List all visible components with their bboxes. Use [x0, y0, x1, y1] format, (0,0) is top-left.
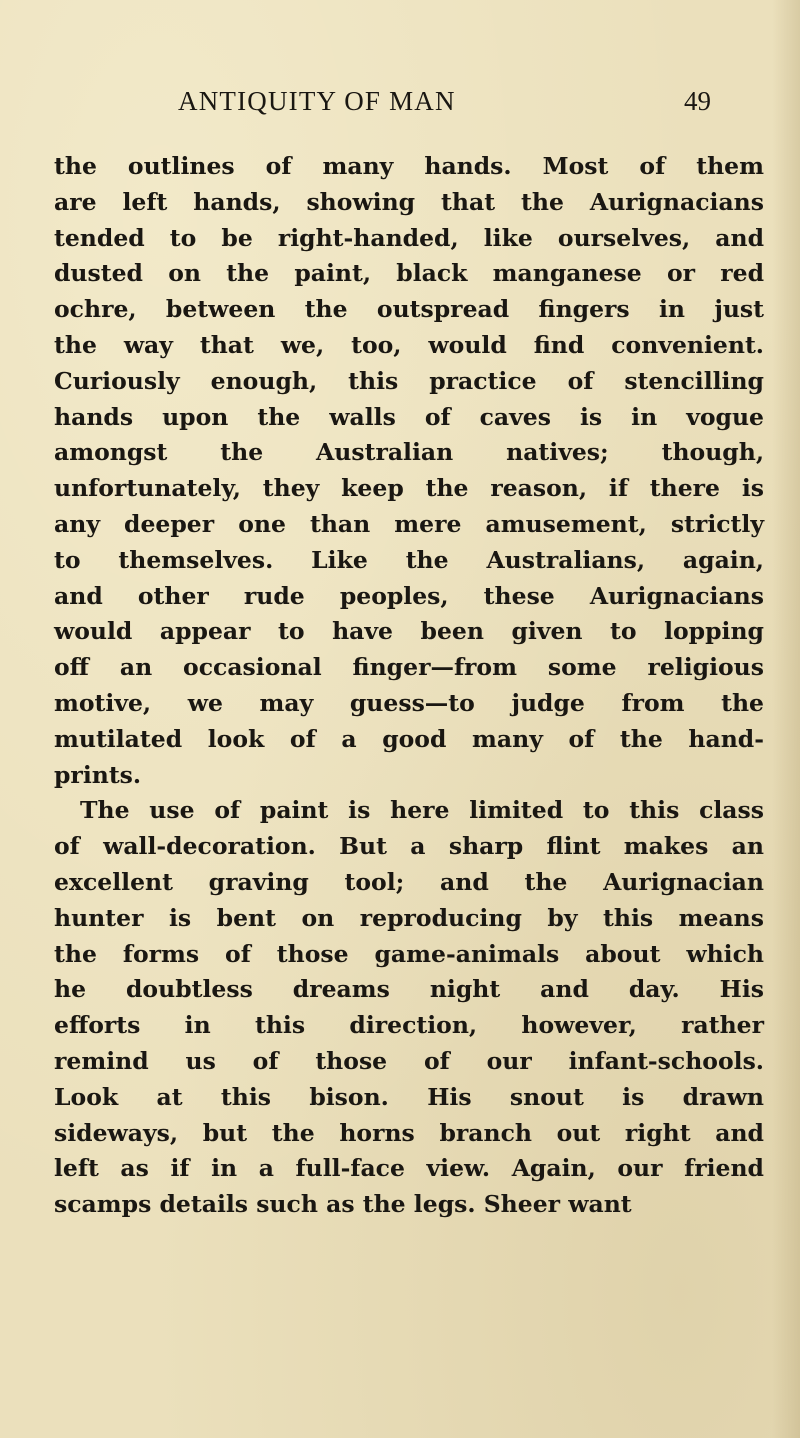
- text-line: the outlines of many hands. Most of them: [54, 152, 764, 180]
- text-line: Curiously enough, this practice of stencilling: [54, 366, 764, 395]
- text-line: any deeper one than mere amusement, strictly: [54, 509, 764, 538]
- text-line: remind us of those of our infant-schools.: [54, 1046, 764, 1075]
- text-line: sideways, but the horns branch out right and: [54, 1118, 764, 1147]
- text-line: of wall-decoration. But a sharp flint makes an: [54, 832, 764, 861]
- text-line: ochre, between the outspread fingers in just: [54, 295, 764, 324]
- body-text: [54, 149, 764, 1223]
- text-line: would appear to have been given to lopping: [54, 617, 764, 646]
- text-line: are left hands, showing that the Aurignacians: [54, 187, 764, 216]
- page-header: [0, 86, 800, 126]
- text-line: and other rude peoples, these Aurignacians: [54, 581, 764, 610]
- text-line: amongst the Australian natives; though,: [54, 438, 764, 467]
- text-line: to themselves. Like the Australians, again,: [54, 545, 764, 574]
- text-line: excellent graving tool; and the Aurignacian: [54, 867, 764, 896]
- page-edge-shadow: [772, 0, 800, 1438]
- text-line: left as if in a full-face view. Again, our friend: [54, 1154, 764, 1183]
- text-line: prints.: [54, 760, 142, 789]
- text-line: motive, we may guess—to judge from the: [54, 688, 764, 717]
- text-line: off an occasional finger—from some religious: [54, 653, 764, 682]
- text-line: hands upon the walls of caves is in vogue: [54, 402, 764, 431]
- text-line: efforts in this direction, however, rather: [54, 1011, 764, 1040]
- page-number: 49: [684, 86, 711, 116]
- text-line: dusted on the paint, black manganese or red: [54, 259, 764, 288]
- running-title: ANTIQUITY OF MAN: [178, 86, 456, 116]
- text-line: the way that we, too, would find convenient.: [54, 330, 764, 359]
- text-line: hunter is bent on reproducing by this means: [54, 903, 764, 932]
- text-line: Look at this bison. His snout is drawn: [54, 1082, 764, 1111]
- text-line: the forms of those game-animals about which: [54, 939, 764, 968]
- text-line: tended to be right-handed, like ourselves, and: [54, 223, 764, 252]
- text-line: mutilated look of a good many of the hand-: [54, 724, 764, 753]
- text-line: The use of paint is here limited to this class: [80, 796, 764, 825]
- text-line: unfortunately, they keep the reason, if there is: [54, 474, 764, 503]
- text-line: scamps details such as the legs. Sheer want: [54, 1190, 632, 1219]
- text-line: he doubtless dreams night and day. His: [54, 975, 764, 1004]
